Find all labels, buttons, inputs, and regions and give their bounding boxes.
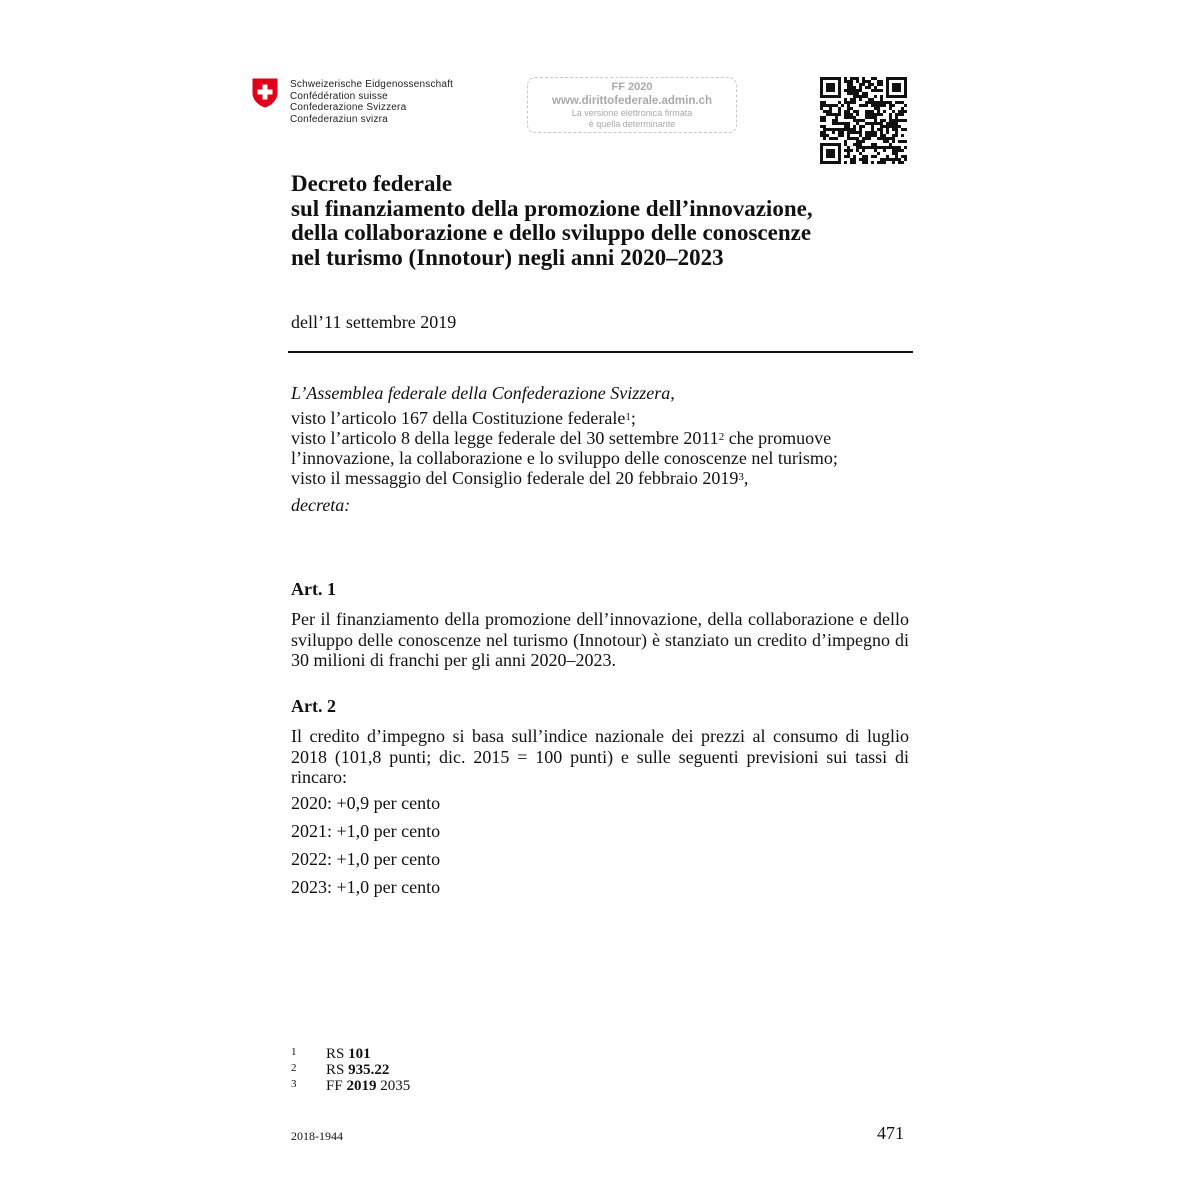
footnote-3: FF 2019 2035 [326,1078,411,1094]
footnote-1: RS 101 [326,1046,371,1062]
page-number: 471 [877,1123,904,1143]
article-1-line: sviluppo delle conoscenze nel turismo (Innotour) è stanziato un credito d’impegno di [291,629,909,650]
article-2-text [291,726,909,788]
preamble-line-3: l’innovazione, la collaborazione e lo sviluppo delle conoscenze nel turismo; [291,448,838,468]
article-1-text [291,609,909,671]
rate-2022: 2022: +1,0 per cento [291,849,441,869]
article-2-line: rincaro: [291,767,347,787]
ff-stamp-line4: è quella determinante [588,119,676,129]
article-2-line: 2018 (101,8 punti; dic. 2015 = 100 punti) e sulle seguenti previsioni sui tassi di [291,746,909,767]
confederation-line-it: Confederazione Svizzera [290,102,407,113]
footnote-ref-2[interactable]: 2 [718,431,725,443]
preamble-line-1: visto l’articolo 167 della Costituzione federale$^1$; [291,408,636,428]
footnote-number: 3 [291,1078,297,1090]
article-1-line: 30 milioni di franchi per gli anni 2020–2023. [291,650,616,670]
decreta: decreta: [291,495,351,515]
article-2-title: Art. 2 [291,696,336,716]
document-number: 2018-1944 [291,1129,343,1143]
confederation-names [290,79,453,125]
rate-2020: 2020: +0,9 per cento [291,793,441,813]
article-2-line: Il credito d’impegno si basa sull’indice nazionale dei prezzi al consumo di luglio [291,726,909,746]
preamble [291,408,911,488]
confederation-line-fr: Confédération suisse [290,90,388,102]
decree-title [291,172,813,270]
qr-code-icon [820,77,907,164]
article-1-title: Art. 1 [291,579,336,599]
title-divider [288,351,913,353]
confederation-line-rm: Confederaziun svizra [290,113,388,125]
preamble-line-4: visto il messaggio del Consiglio federale del 20 febbraio 2019$^3$, [291,468,749,488]
title-line-3: della collaborazione e dello sviluppo delle conoscenze [291,220,812,245]
footnote-number: 2 [291,1062,297,1074]
preamble-line-2: visto l’articolo 8 della legge federale del 30 settembre 2011$^2$ che promuove [291,428,832,448]
ff-stamp-line3: La versione elettronica firmata [571,108,693,118]
decree-date: dell’11 settembre 2019 [291,312,457,332]
footnote-number: 1 [291,1046,297,1058]
confederation-line-de: Schweizerische Eidgenossenschaft [290,79,454,90]
footnote-2: RS 935.22 [326,1062,390,1078]
title-line-4: nel turismo (Innotour) negli anni 2020–2023 [291,244,724,270]
title-line-2: sul finanziamento della promozione dell’innovazione, [291,195,813,221]
title-line-1: Decreto federale [291,171,453,196]
footnote-ref-3[interactable]: 3 [738,471,744,483]
ff-publication-stamp [527,77,737,133]
ff-stamp-line1: FF 2020 [611,81,653,93]
rate-2023: 2023: +1,0 per cento [291,877,441,897]
swiss-crest-icon [252,78,278,108]
ff-stamp-url: www.dirittofederale.admin.ch [552,95,712,107]
article-1-line: Per il finanziamento della promozione dell’innovazione, della collaborazione e dello [291,609,909,629]
rate-2021: 2021: +1,0 per cento [291,821,441,841]
assembly-heading: L’Assemblea federale della Confederazione Svizzera, [291,383,675,403]
footnote-ref-1[interactable]: 1 [625,411,631,423]
